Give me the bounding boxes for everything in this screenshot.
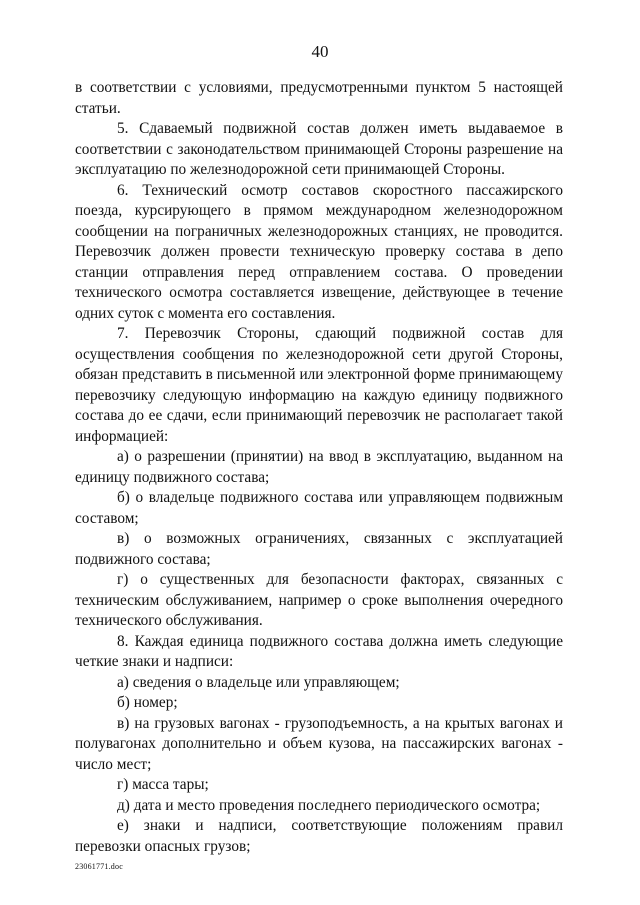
subitem-8v: в) на грузовых вагонах - грузоподъемность, а на крытых вагонах и полувагонах дополнительно и объем кузова, на пассажирских вагонах - число мест; (75, 714, 563, 773)
paragraph-continuation: в соответствии с условиями, предусмотренными пунктом 5 настоящей статьи. (75, 79, 563, 117)
subitem-8a: а) сведения о владельце или управляющем; (117, 673, 400, 691)
subitem-8e: е) знаки и надписи, соответствующие положениям правил перевозки опасных грузов; (75, 817, 563, 855)
subitem-8g: г) масса тары; (117, 776, 209, 793)
subitem-7b: б) о владельце подвижного состава или управляющем подвижным составом; (75, 489, 563, 527)
paragraph-item-6: 6. Технический осмотр составов скоростного пассажирского поезда, курсирующего в прямом международном железнодорожном сообщении на пограничных железнодорожных станциях, не проводится. Перевозчик должен провести техническую проверку состава в депо станции отправления перед отправлением состава. О проведении технического осмотра составляется извещение, действующее в течение одних суток с момента его составления. (75, 181, 563, 322)
document-body (75, 78, 563, 857)
paragraph-item-7: 7. Перевозчик Стороны, сдающий подвижной состав для осуществления сообщения по железнодорожной сети другой Стороны, обязан представить в письменной или электронной форме принимающему перевозчику следующую информацию на каждую единицу подвижного состава до ее сдачи, если принимающий перевозчик не располагает такой информацией: (75, 325, 563, 445)
paragraph-item-5: 5. Сдаваемый подвижной состав должен иметь выдаваемое в соответствии с законодательством принимающей Стороны разрешение на эксплуатацию по железнодорожной сети принимающей Стороны. (75, 120, 563, 178)
subitem-8d: д) дата и место проведения последнего периодического осмотра; (117, 796, 541, 814)
subitem-8b: б) номер; (117, 694, 178, 711)
subitem-7g: г) о существенных для безопасности факторах, связанных с техническим обслуживанием, например о сроке выполнения очередного технического обслуживания. (75, 571, 563, 629)
subitem-7a: а) о разрешении (принятии) на ввод в эксплуатацию, выданном на единицу подвижного состава; (75, 448, 563, 486)
page-number: 40 (311, 42, 329, 61)
paragraph-item-8: 8. Каждая единица подвижного состава должна иметь следующие четкие знаки и надписи: (75, 632, 563, 670)
subitem-7v: в) о возможных ограничениях, связанных с эксплуатацией подвижного состава; (75, 530, 563, 568)
document-filename-footer: 23061771.doc (75, 862, 123, 871)
